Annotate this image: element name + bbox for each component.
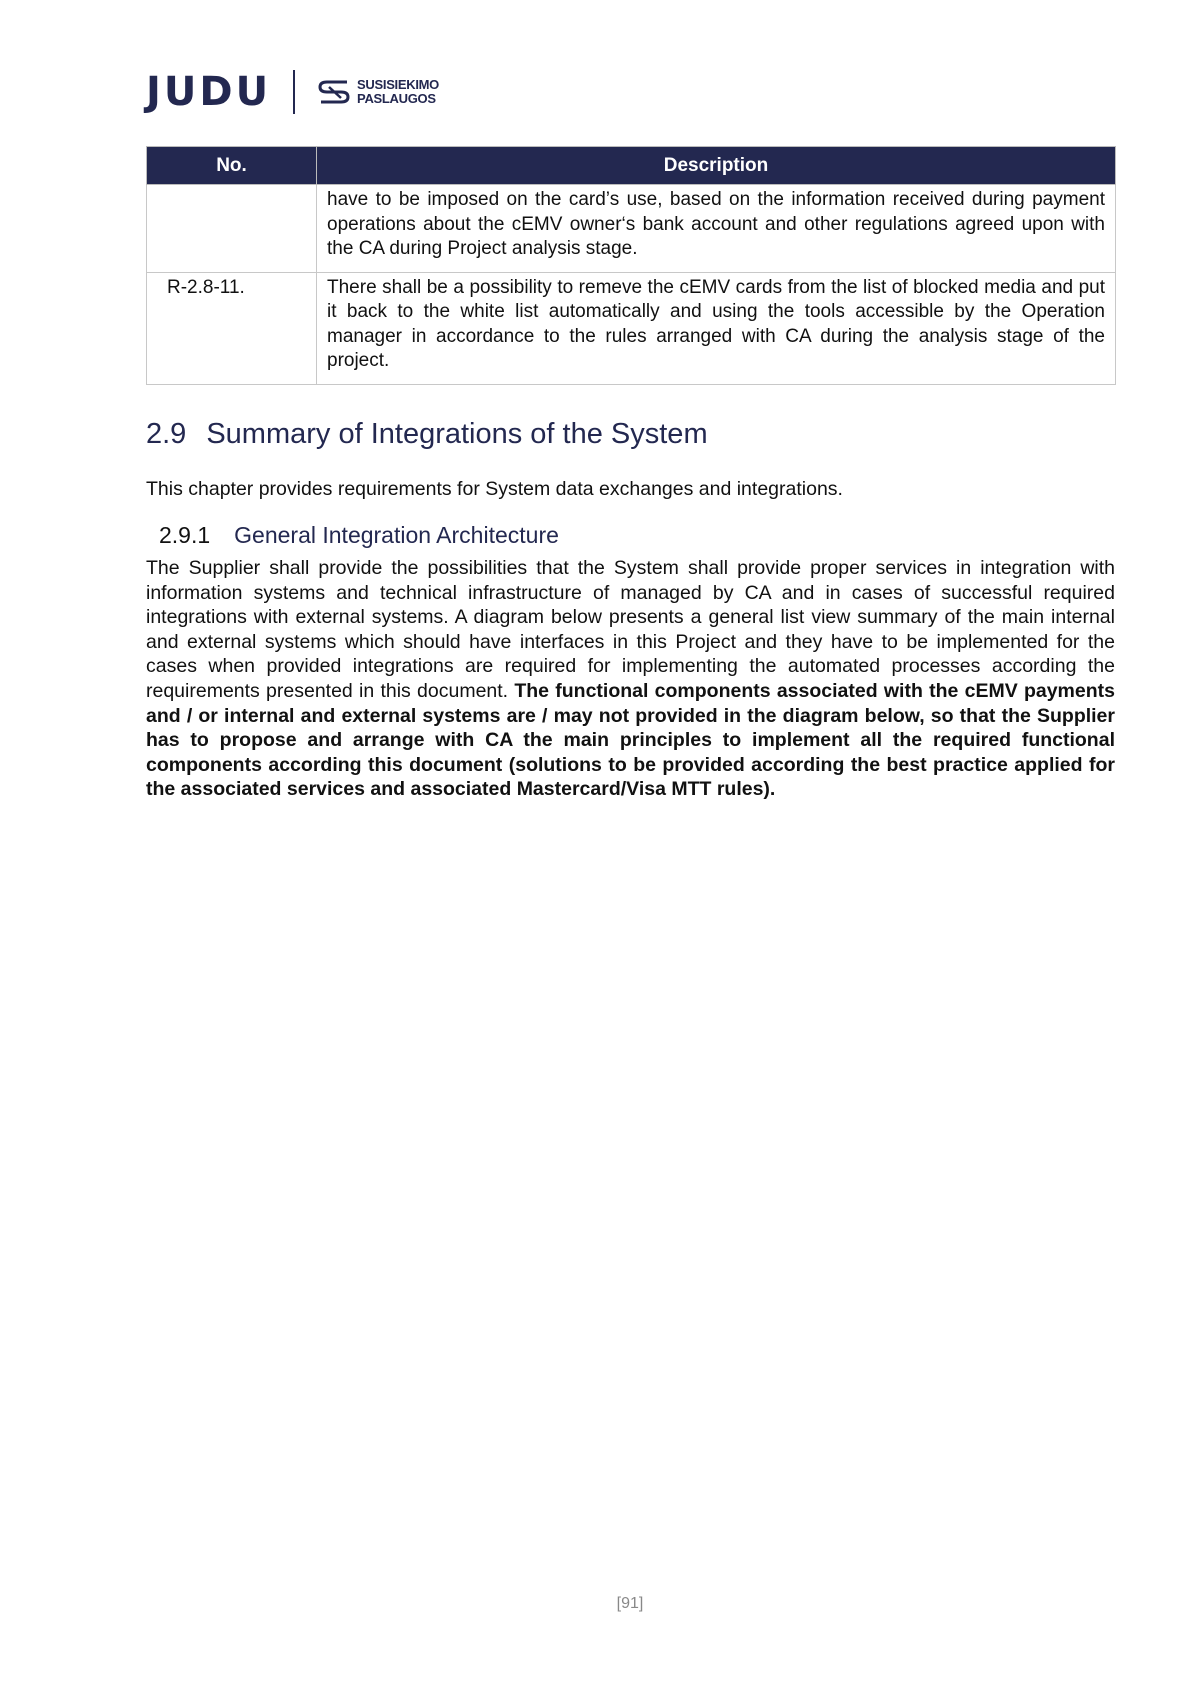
requirement-description: There shall be a possibility to remeve the cEMV cards from the list of blocked media and put it back to the white list automatically and using the tools accessible by the Operation manager in accordance to the rules arranged with CA during the analysis stage of the project. [317,272,1116,384]
subsection-number: 2.9.1 [159,522,211,548]
judu-logo: JUDU [146,69,272,115]
requirement-number: R-2.8-11. [147,272,317,384]
table-row [147,185,1116,273]
paragraph-bold-text: The functional components associated with the cEMV payments and / or internal and external systems are / may not provided in the diagram below, so that the Supplier has to propose and arrange with CA the main principles to implement all the required functional components according this document (solutions to be provided according the best practice applied for the associated services and associated Mastercard/Visa MTT rules). [146,679,1115,801]
requirement-description: have to be imposed on the card’s use, based on the information received during payment operations about the cEMV owner‘s bank account and other regulations agreed upon with the CA during Project analysis stage. [317,185,1116,273]
subsection-paragraph [146,556,1115,802]
section-heading [146,418,708,451]
column-header-description: Description [317,147,1116,185]
logo-text-line2: PASLAUGOS [357,91,436,106]
subsection-heading [159,522,559,549]
subsection-title: General Integration Architecture [234,522,559,548]
logo-divider [293,70,295,114]
section-intro: This chapter provides requirements for System data exchanges and integrations. [146,478,843,500]
section-title: Summary of Integrations of the System [206,418,708,450]
table-header-row [147,147,1116,185]
requirement-number [147,185,317,273]
header-logo [146,68,439,116]
requirements-table [146,146,1116,385]
susisiekimo-paslaugos-logo [317,78,439,106]
table-row [147,272,1116,384]
logo-text-line1: SUSISIEKIMO [357,77,439,92]
paragraph-text: The Supplier shall provide the possibilities that the System shall provide proper services in integration with information systems and technical infrastructure of managed by CA and in cases of successful required integrations with external systems. A diagram below presents a general list view summary of the main internal and external systems which should have interfaces in this Project and they have to be implemented for the cases when provided integrations are required for implementing the automated processes according the requirements presented in this document. [146,557,1115,702]
ss-logo-icon [317,78,351,106]
column-header-no: No. [147,147,317,185]
section-number: 2.9 [146,418,187,450]
page-number: [91] [616,1595,644,1612]
